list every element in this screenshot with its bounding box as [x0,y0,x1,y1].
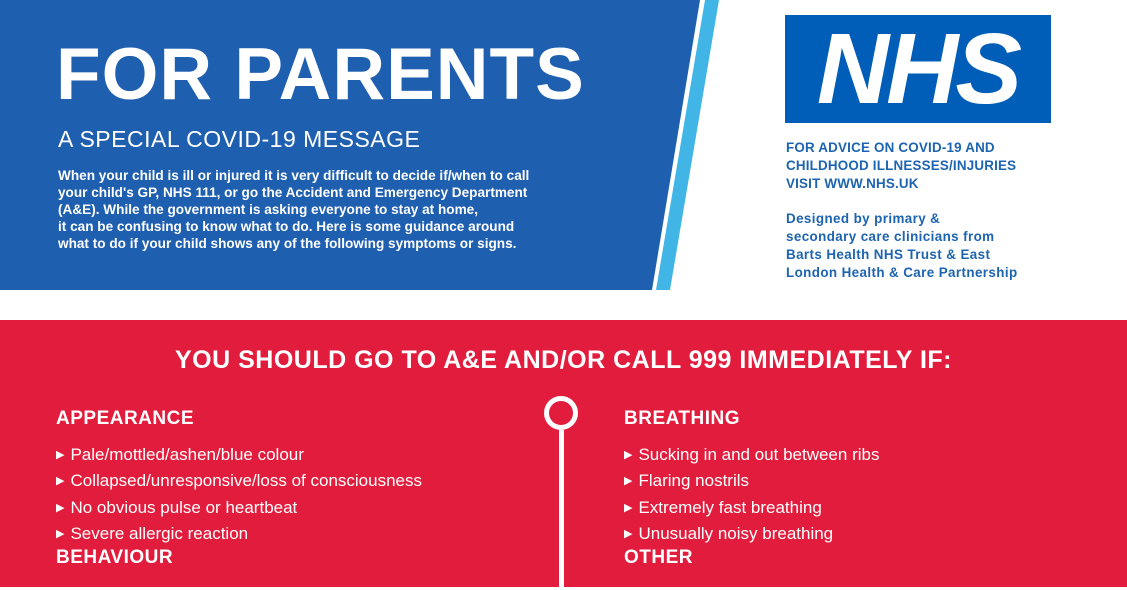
advice-line: FOR ADVICE ON COVID-19 AND [786,140,995,155]
timeline-line [559,430,564,590]
list-item: ▶ Severe allergic reaction [56,523,249,543]
intro-line: what to do if your child shows any of the following symptoms or signs. [58,236,517,251]
list-item: ▶ Pale/mottled/ashen/blue colour [56,445,304,464]
credits-line: secondary care clinicians from [786,229,995,244]
credits-line: London Health & Care Partnership [786,265,1018,280]
behaviour-heading: BEHAVIOUR [56,547,174,568]
emergency-heading: YOU SHOULD GO TO A&E AND/OR CALL 999 IMMEDIATELY IF: [174,346,952,374]
intro-line: your child's GP, NHS 111, or go the Accident and Emergency Department [58,185,528,200]
list-item: ▶ Extremely fast breathing [624,497,822,517]
nhs-logo [785,15,1051,123]
appearance-list [56,443,422,548]
bullet-arrow-icon: ▶ [56,475,65,488]
advice-line: VISIT WWW.NHS.UK [786,176,919,191]
bullet-arrow-icon: ▶ [56,449,65,461]
intro-line: it can be confusing to know what to do. Here is some guidance around [58,219,515,234]
bullet-arrow-icon: ▶ [624,527,633,540]
credits-text [786,210,1018,282]
advice-line: CHILDHOOD ILLNESSES/INJURIES [786,158,1017,173]
bullet-arrow-icon: ▶ [624,475,633,488]
intro-paragraph [58,167,618,252]
credits-line: Barts Health NHS Trust & East [786,247,991,262]
list-item: ▶ No obvious pulse or heartbeat [56,497,298,517]
list-item: ▶ Unusually noisy breathing [624,523,834,543]
list-item: ▶ Flaring nostrils [624,471,750,491]
timeline-circle-icon [544,396,578,430]
bullet-arrow-icon: ▶ [624,449,633,461]
breathing-list [624,443,879,548]
bullet-arrow-icon: ▶ [624,501,633,514]
other-heading: OTHER [624,547,693,568]
advice-text [786,139,1016,193]
bullet-arrow-icon: ▶ [56,501,65,514]
page-title: FOR PARENTS [56,34,585,115]
list-item: ▶ Collapsed/unresponsive/loss of consciousness [56,471,422,491]
intro-line: (A&E). While the government is asking everyone to stay at home, [58,202,478,217]
top-banner [0,0,1127,290]
emergency-panel [0,320,1127,587]
intro-line: When your child is ill or injured it is very difficult to decide if/when to call [58,168,530,183]
page-subtitle: A SPECIAL COVID-19 MESSAGE [58,126,421,152]
bullet-arrow-icon: ▶ [56,527,65,540]
credits-line: Designed by primary & [786,211,941,226]
breathing-heading: BREATHING [624,408,741,429]
appearance-heading: APPEARANCE [56,408,195,429]
list-item: ▶ Sucking in and out between ribs [624,445,880,464]
nhs-logo-text: NHS [816,13,1020,125]
